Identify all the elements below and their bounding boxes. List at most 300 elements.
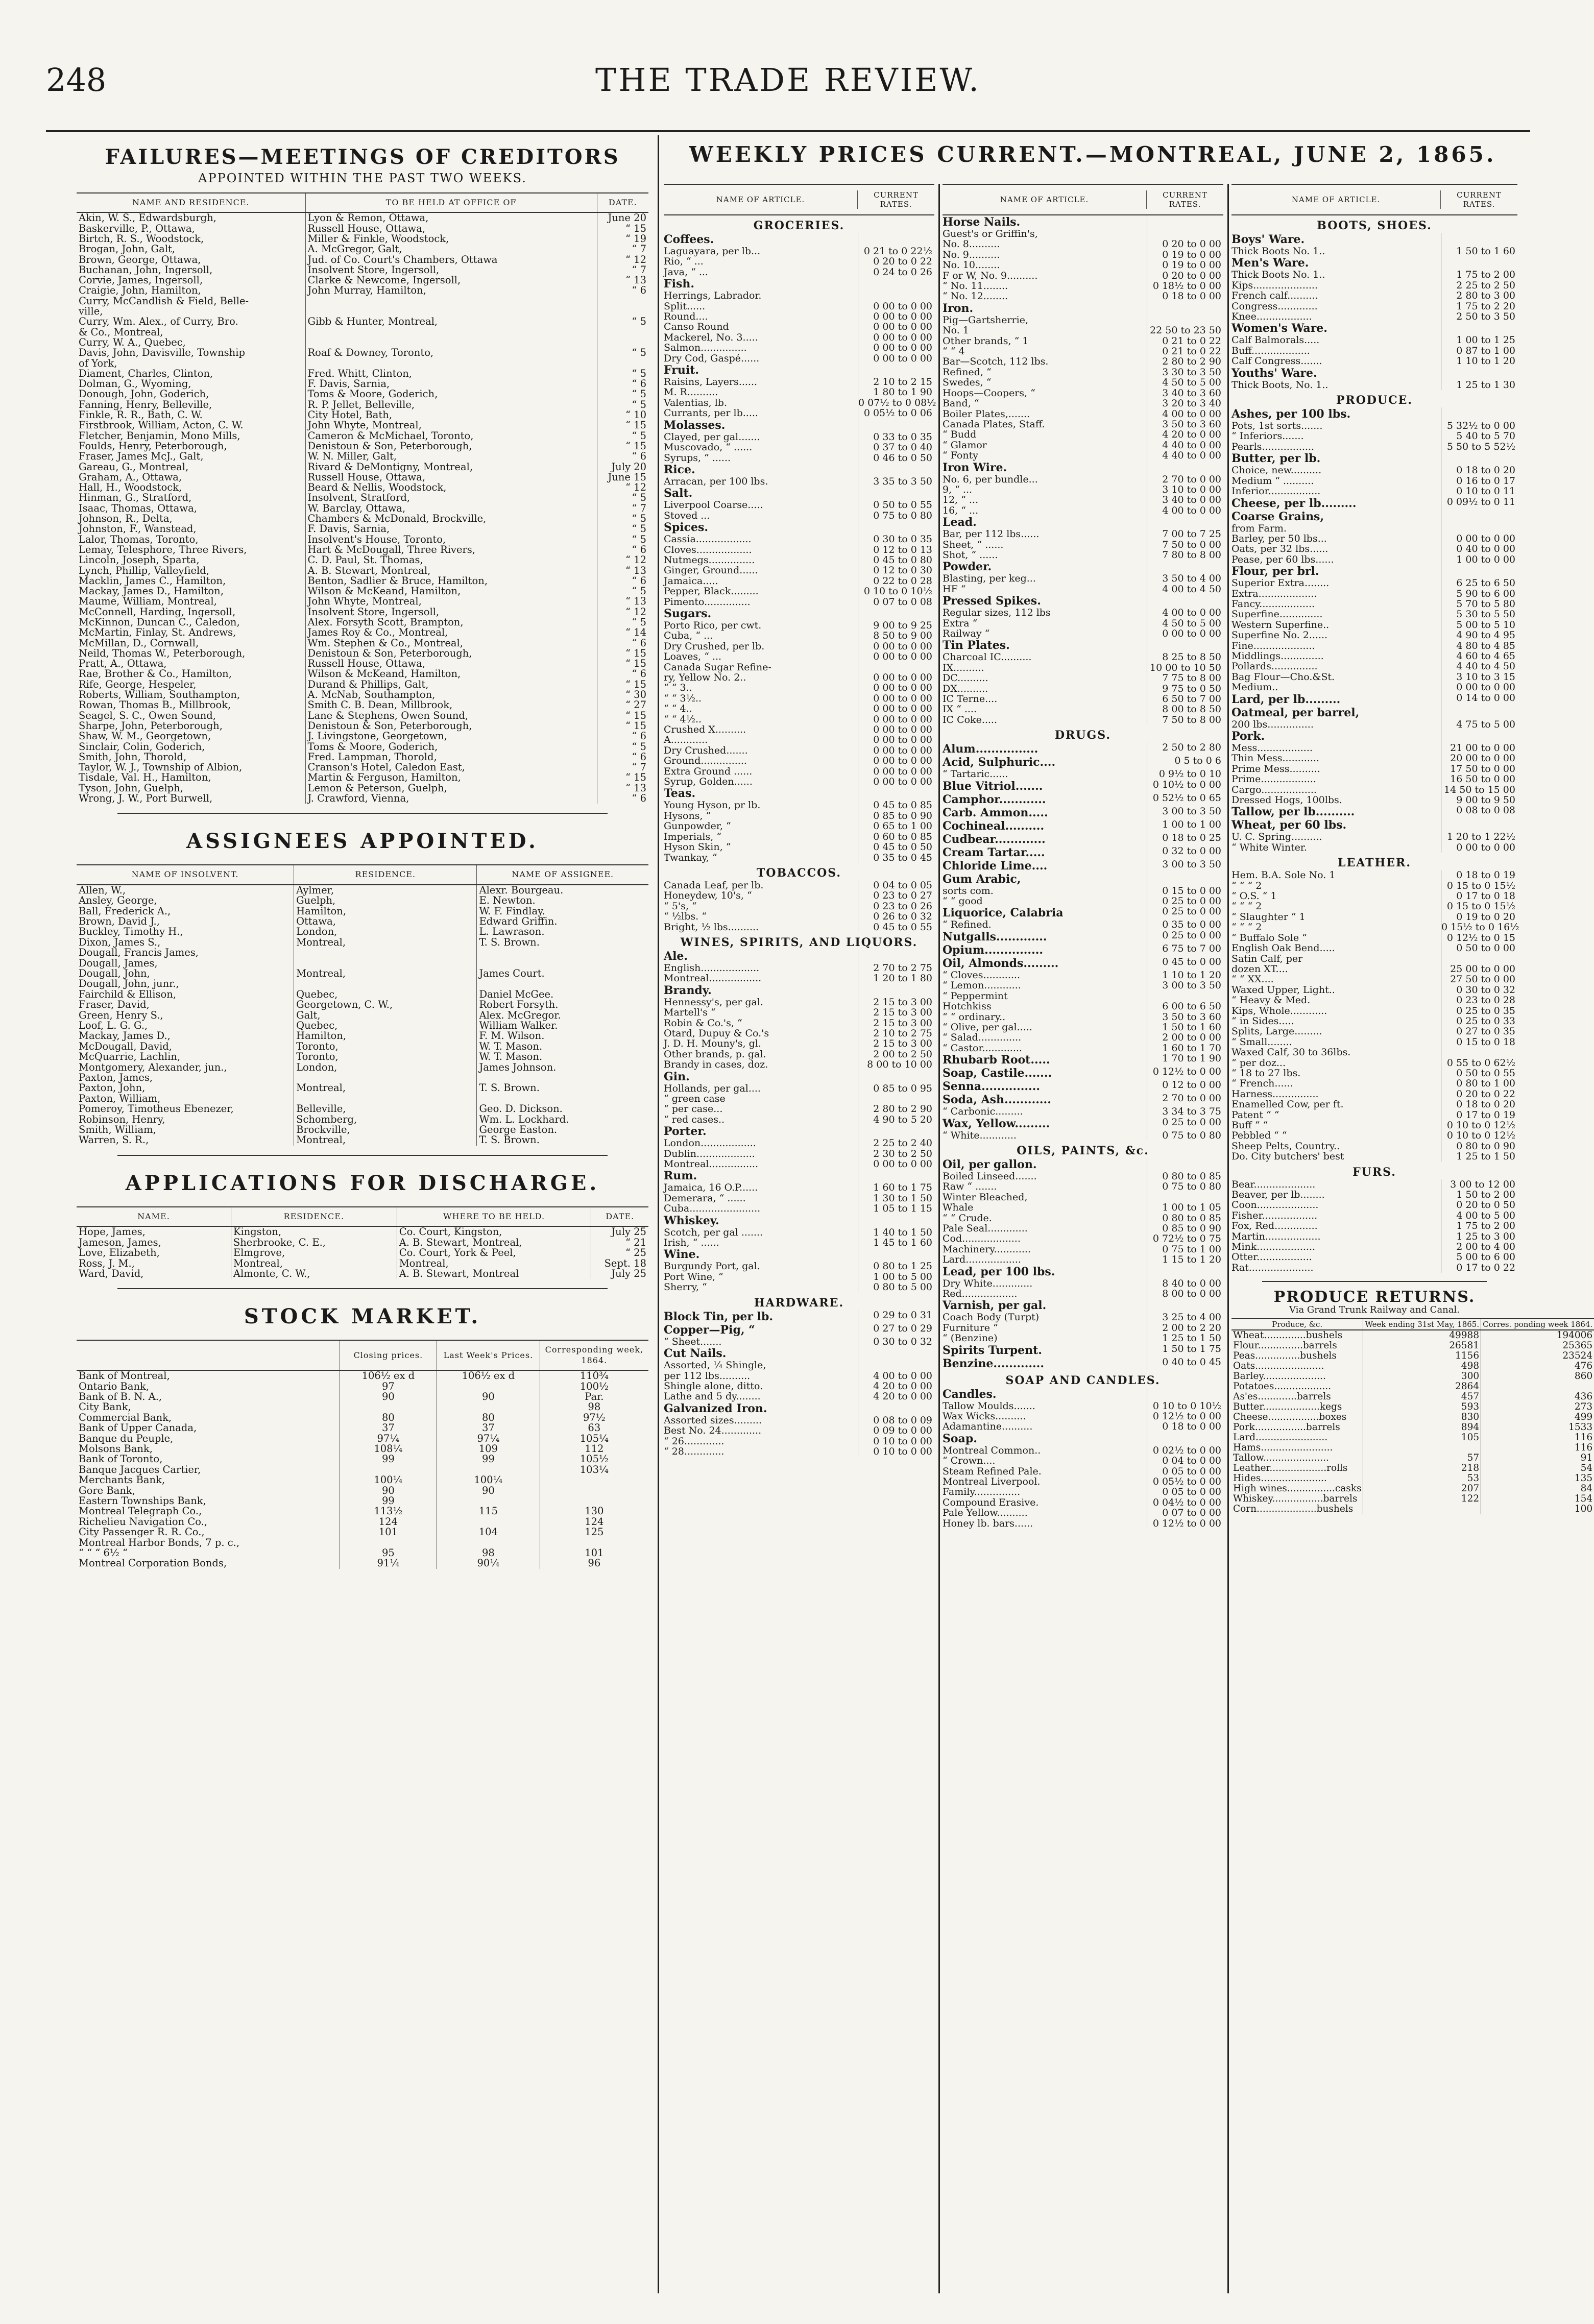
table-cell: Alex. McGregor. — [477, 1010, 648, 1021]
table-cell: 105 — [1363, 1433, 1481, 1443]
category-label: Cream Tartar..... — [943, 845, 1045, 859]
category-label: Copper—Pig, “ — [664, 1323, 755, 1337]
price-row — [664, 565, 934, 575]
article-name: Calf Balmorals..... — [1231, 334, 1320, 346]
table-cell — [340, 1538, 437, 1548]
price-row — [1231, 1089, 1517, 1099]
price-row — [664, 911, 934, 922]
table-cell: “ 6 — [597, 576, 648, 586]
price-rate: 0 09 to 0 00 — [858, 1425, 934, 1436]
table-row — [1231, 1494, 1594, 1504]
table-row — [77, 566, 648, 576]
table-cell: 96 — [540, 1558, 648, 1568]
table-cell — [540, 1496, 648, 1506]
price-row — [943, 1456, 1223, 1466]
price-rate: 0 00 to 0 00 — [858, 322, 934, 332]
article-name: Honey lb. bars...... — [943, 1517, 1033, 1529]
table-cell: Ward, David, — [79, 1267, 144, 1279]
price-rate: 1 25 to 1 30 — [1441, 380, 1517, 390]
price-row — [943, 1265, 1223, 1278]
article-name: “ “ 3½.. — [664, 692, 702, 704]
table-cell: 99 — [340, 1496, 437, 1506]
table-row — [77, 212, 648, 223]
table-cell — [437, 1517, 540, 1527]
article-name: Western Superfine.. — [1231, 619, 1330, 631]
table-cell: George Easton. — [477, 1125, 648, 1135]
table-row — [77, 927, 648, 937]
table-row — [77, 680, 648, 690]
table-row — [1231, 1402, 1594, 1412]
price-row — [943, 474, 1223, 485]
price-row — [943, 560, 1223, 573]
article-name: Boiler Plates,....... — [943, 408, 1030, 420]
article-name: Sheet, “ ...... — [943, 539, 1004, 550]
article-name: Loaves, “ ... — [664, 651, 722, 663]
article-name: Crushed X.......... — [664, 724, 746, 736]
article-name: Sheep Pelts, Country.. — [1231, 1140, 1340, 1152]
table-row — [77, 275, 648, 285]
price-row — [943, 819, 1223, 833]
table-cell: Banque du Peuple, — [79, 1432, 174, 1444]
table-cell: Toms & Moore, Goderich, — [305, 389, 597, 399]
price-row — [664, 364, 934, 377]
price-row — [664, 511, 934, 521]
article-name: “ White............ — [943, 1129, 1017, 1141]
table-cell: Beard & Nellis, Woodstock, — [305, 482, 597, 493]
table-row — [77, 1073, 648, 1083]
article-name: “ (Benzine) — [943, 1333, 998, 1344]
table-cell: Shaw, W. M., Georgetown, — [79, 730, 211, 742]
article-name: Compound Erasive. — [943, 1496, 1039, 1508]
price-rate: 0 40 to 0 45 — [1147, 1357, 1223, 1370]
price-rate — [858, 463, 934, 476]
table-cell: & Co., Montreal, — [79, 326, 163, 338]
price-rate: 0 00 to 0 00 — [1441, 534, 1517, 544]
failures-subtitle: APPOINTED WITHIN THE PAST TWO WEEKS. — [198, 171, 527, 185]
price-row — [943, 780, 1223, 793]
price-row — [943, 302, 1223, 315]
price-rate: 8 50 to 9 00 — [858, 631, 934, 641]
price-row — [1231, 510, 1517, 523]
price-rate: 1 45 to 1 60 — [858, 1238, 934, 1248]
article-name: dozen XT.... — [1231, 963, 1288, 975]
prices-column-1 — [664, 184, 934, 1457]
divider — [117, 813, 608, 814]
table-cell: Dolman, G., Wyoming, — [79, 378, 191, 390]
price-row — [664, 322, 934, 332]
price-row — [1231, 1231, 1517, 1242]
article-name: Currants, per lb..... — [664, 407, 758, 419]
price-row — [664, 984, 934, 997]
price-rate: 5 40 to 5 70 — [1441, 431, 1517, 441]
table-cell: F. Davis, Sarnia, — [305, 524, 597, 534]
price-row — [1231, 912, 1517, 922]
table-cell: June 20 — [597, 212, 648, 223]
table-cell: Paxton, John, — [79, 1082, 146, 1094]
category-label: Chloride Lime.... — [943, 859, 1048, 873]
table-cell: Galt, — [294, 1010, 477, 1021]
table-cell: Montreal Harbor Bonds, 7 p. c., — [79, 1536, 240, 1548]
article-name: Extra Ground ...... — [664, 765, 753, 777]
table-cell: Curry, W. A., Quebec, — [79, 336, 186, 348]
price-rate: 14 50 to 15 00 — [1441, 785, 1517, 795]
price-rate — [858, 1070, 934, 1083]
price-rate: 21 00 to 0 00 — [1441, 743, 1517, 753]
table-cell: 97½ — [540, 1413, 648, 1423]
table-row — [77, 1382, 648, 1392]
table-row — [77, 1062, 648, 1073]
price-row — [943, 250, 1223, 260]
price-rate — [858, 290, 934, 301]
table-cell: Sinclair, Colin, Goderich, — [79, 740, 205, 753]
table-cell: Maume, William, Montreal, — [79, 595, 217, 608]
price-row — [1231, 1200, 1517, 1210]
discharge-table — [77, 1206, 648, 1279]
price-row — [664, 1248, 934, 1261]
article-name: Twankay, “ — [664, 852, 717, 863]
price-row — [664, 1391, 934, 1401]
article-name: Herrings, Labrador. — [664, 290, 762, 302]
table-row — [1231, 1382, 1594, 1392]
table-row — [77, 1423, 648, 1433]
table-cell — [340, 1465, 437, 1475]
price-row — [664, 1094, 934, 1104]
table-cell: Taylor, W. J., Township of Albion, — [79, 761, 243, 773]
article-name: IC Terne.... — [943, 693, 998, 705]
table-row — [77, 234, 648, 244]
table-cell: Gibb & Hunter, Montreal, — [305, 317, 597, 327]
price-rate: 2 50 to 2 80 — [1147, 742, 1223, 756]
table-row — [1231, 1484, 1594, 1494]
article-name: Hem. B.A. Sole No. 1 — [1231, 869, 1336, 881]
price-row — [1231, 1151, 1517, 1161]
article-name: “ White Winter. — [1231, 841, 1307, 853]
price-rate: 0 10½ to 0 00 — [1147, 780, 1223, 793]
table-cell: Russell House, Ottawa, — [305, 659, 597, 669]
table-cell: W. T. Mason. — [477, 1042, 648, 1052]
article-name: “ “ good — [943, 895, 983, 907]
price-rate: 8 00 to 8 50 — [1147, 704, 1223, 714]
price-row — [943, 684, 1223, 694]
table-row — [77, 441, 648, 451]
table-cell: Neild, Thomas W., Peterborough, — [79, 647, 246, 659]
price-row — [943, 769, 1223, 779]
table-cell: “ 13 — [597, 566, 648, 576]
price-rate: 20 00 to 0 00 — [1441, 753, 1517, 763]
price-rate: 0 15 to 0 00 — [1147, 886, 1223, 896]
price-row — [943, 1053, 1223, 1067]
category-label: Porter. — [664, 1125, 707, 1139]
column-divider — [938, 184, 940, 2293]
table-row — [77, 906, 648, 916]
price-row — [943, 529, 1223, 539]
table-cell: Baskerville, P., Ottawa, — [79, 222, 195, 234]
table-cell: 80 — [437, 1413, 540, 1423]
category-label: Cheese, per lb......... — [1231, 496, 1357, 510]
price-row — [943, 1130, 1223, 1141]
price-row — [1231, 246, 1517, 256]
table-cell: 273 — [1481, 1402, 1594, 1412]
price-row — [664, 1238, 934, 1248]
table-row — [77, 379, 648, 389]
price-rate — [1147, 215, 1223, 229]
price-rate: 2 15 to 3 00 — [858, 1018, 934, 1028]
table-row — [77, 1527, 648, 1537]
table-cell: “ 5 — [597, 400, 648, 410]
price-row — [664, 1169, 934, 1182]
article-name: Dry Crushed, per lb. — [664, 640, 765, 652]
section-heading: DRUGS. — [1054, 729, 1112, 742]
price-row — [664, 500, 934, 510]
divider — [117, 1288, 608, 1289]
table-cell: Lane & Stephens, Owen Sound, — [305, 711, 597, 721]
price-rate: 7 50 to 0 00 — [1147, 540, 1223, 550]
price-row — [1231, 476, 1517, 486]
price-rate: 0 10 to 0 10½ — [1147, 1401, 1223, 1411]
price-rate: 0 19 to 0 00 — [1147, 260, 1223, 270]
table-row — [1231, 1361, 1594, 1371]
article-name: “ red cases.. — [664, 1113, 725, 1125]
table-cell — [597, 296, 648, 306]
price-rate: 0 25 to 0 00 — [1147, 1117, 1223, 1130]
table-cell — [437, 1538, 540, 1548]
table-row — [77, 317, 648, 327]
category-label: Sugars. — [664, 607, 712, 620]
price-row — [943, 1043, 1223, 1053]
table-cell: Hams........................ — [1233, 1442, 1333, 1454]
table-cell: 84 — [1481, 1484, 1594, 1494]
table-row — [77, 224, 648, 234]
table-cell: Richelieu Navigation Co., — [79, 1515, 208, 1528]
table-cell — [294, 1073, 477, 1083]
price-row — [943, 1466, 1223, 1476]
table-row — [77, 1558, 648, 1568]
price-row — [943, 1518, 1223, 1529]
price-row — [664, 641, 934, 651]
price-row — [664, 463, 934, 476]
price-row — [664, 1049, 934, 1059]
section-heading: LEATHER. — [1338, 856, 1411, 870]
price-rate — [858, 1347, 934, 1360]
table-cell: “ 5 — [597, 317, 648, 327]
price-rate: 0 00 to 0 00 — [858, 693, 934, 704]
table-cell: “ “ “ 6½ “ — [79, 1547, 128, 1559]
table-cell: Lemon & Peterson, Guelph, — [305, 783, 597, 793]
category-label: Men's Ware. — [1231, 256, 1309, 270]
price-rate: 0 19 to 0 20 — [1441, 912, 1517, 922]
table-cell — [597, 358, 648, 369]
price-rate: 4 00 to 0 00 — [858, 1371, 934, 1381]
price-row — [1231, 693, 1517, 706]
price-rate — [1147, 991, 1223, 1001]
article-name: Best No. 24............. — [664, 1425, 762, 1437]
table-cell: “ 5 — [597, 617, 648, 627]
price-row — [943, 409, 1223, 419]
price-row — [943, 1254, 1223, 1265]
price-row — [1231, 1252, 1517, 1262]
article-name: Extra “ — [943, 617, 978, 629]
table-row — [77, 545, 648, 555]
article-name: Martin.................. — [1231, 1230, 1321, 1242]
table-cell: Dixon, James S., — [79, 936, 161, 948]
table-cell: 116 — [1481, 1433, 1594, 1443]
column-divider — [1227, 184, 1229, 2293]
table-cell: “ 15 — [597, 441, 648, 451]
table-cell: Wilson & McKeand, Hamilton, — [305, 586, 597, 596]
table-row — [77, 265, 648, 275]
article-name: Dressed Hogs, 100lbs. — [1231, 794, 1342, 806]
table-cell: Clarke & Newcome, Ingersoll, — [305, 275, 597, 285]
price-rate: 4 20 to 0 00 — [858, 1391, 934, 1401]
price-rate — [858, 364, 934, 377]
table-row — [77, 1031, 648, 1041]
table-row — [77, 648, 648, 659]
article-name: Laguayara, per lb... — [664, 246, 761, 257]
price-row — [1231, 442, 1517, 452]
article-name: per 112 lbs.......... — [664, 1370, 751, 1382]
price-row — [943, 271, 1223, 281]
table-cell: 476 — [1481, 1361, 1594, 1371]
price-rate: 1 30 to 1 50 — [858, 1193, 934, 1203]
price-row — [1231, 682, 1517, 692]
category-label: Liquorice, Calabria — [943, 906, 1064, 920]
article-name: Montreal Common.. — [943, 1444, 1041, 1456]
price-row — [1231, 497, 1517, 510]
article-name: Inferior................. — [1231, 486, 1321, 497]
table-cell: Hamilton, — [294, 1031, 477, 1041]
price-row — [1231, 486, 1517, 496]
table-cell: Johnston, F., Wanstead, — [79, 523, 197, 535]
article-name: Montreal................ — [664, 1158, 759, 1170]
table-cell: 100 — [1481, 1504, 1594, 1514]
price-rate: 7 50 to 8 00 — [1147, 715, 1223, 725]
table-row — [77, 638, 648, 648]
stock-table — [77, 1340, 648, 1569]
price-rate: 0 17 to 0 18 — [1441, 891, 1517, 901]
category-label: Soda, Ash............ — [943, 1093, 1051, 1107]
table-cell: of York, — [79, 357, 117, 369]
price-rate: 2 25 to 2 40 — [858, 1138, 934, 1148]
price-row — [1231, 322, 1517, 335]
table-cell — [294, 958, 477, 969]
price-rate: 4 00 to 5 00 — [1441, 1211, 1517, 1221]
price-row — [664, 811, 934, 821]
category-label: Rum. — [664, 1169, 697, 1183]
price-rate: 1 50 to 2 00 — [1441, 1190, 1517, 1200]
price-rate: 3 10 to 0 00 — [1147, 485, 1223, 495]
table-cell: 105½ — [540, 1454, 648, 1464]
table-cell — [437, 1465, 540, 1475]
column-divider — [658, 135, 659, 2293]
price-row — [1231, 1078, 1517, 1088]
table-cell: W. Barclay, Ottawa, — [305, 503, 597, 514]
price-rate: 0 12 to 0 13 — [858, 545, 934, 555]
table-cell: Banque Jacques Cartier, — [79, 1463, 201, 1475]
prices-title: WEEKLY PRICES CURRENT.—MONTREAL, JUNE 2, 1865. — [689, 142, 1496, 167]
article-name: Do. City butchers' best — [1231, 1151, 1344, 1163]
table-cell: “ 6 — [597, 545, 648, 555]
table-cell: A. McGregor, Galt, — [305, 244, 597, 254]
price-rate: 4 20 to 0 00 — [1147, 429, 1223, 440]
table-cell: High wines................casks — [1233, 1483, 1362, 1494]
article-name: Liverpool Coarse..... — [664, 499, 763, 511]
table-cell: McMillan, D., Cornwall, — [79, 637, 199, 649]
table-cell: Mackay, James D., Hamilton, — [79, 585, 224, 597]
article-name: Mackerel, No. 3..... — [664, 331, 758, 343]
price-row — [1231, 651, 1517, 661]
price-rate: 4 60 to 4 65 — [1441, 651, 1517, 661]
price-rate: 0 87 to 1 00 — [1441, 346, 1517, 356]
price-row — [664, 1059, 934, 1070]
price-rate — [1441, 322, 1517, 335]
article-name: “ No. 11........ — [943, 280, 1008, 292]
table-cell: “ 6 — [597, 731, 648, 741]
table-cell: 106½ ex d — [437, 1370, 540, 1381]
category-label: Nutgalls............. — [943, 930, 1047, 943]
table-cell: 97 — [340, 1382, 437, 1392]
article-name: English................... — [664, 962, 760, 974]
table-cell: Ansley, George, — [79, 894, 157, 907]
price-row — [1231, 933, 1517, 943]
table-cell: Fraser, David, — [79, 999, 150, 1011]
table-row — [77, 255, 648, 265]
price-rate: 0 18½ to 0 00 — [1147, 281, 1223, 291]
article-name: Dry Crushed....... — [664, 744, 748, 756]
article-name: DX.......... — [943, 683, 988, 694]
price-row — [943, 1012, 1223, 1022]
price-rate: 3 50 to 3 60 — [1147, 419, 1223, 429]
price-row — [664, 353, 934, 364]
table-cell: 95 — [340, 1548, 437, 1558]
price-rate — [1147, 315, 1223, 325]
article-name: Pale Yellow.......... — [943, 1507, 1028, 1519]
table-row — [1231, 1371, 1594, 1382]
table-row — [77, 306, 648, 317]
category-label: Rice. — [664, 463, 695, 476]
table-cell: “ 19 — [597, 234, 648, 244]
price-row — [1231, 630, 1517, 640]
table-row — [1231, 1473, 1594, 1484]
article-name: Scotch, per gal ....... — [664, 1226, 763, 1238]
table-cell: 100½ — [540, 1382, 648, 1392]
price-rate: 0 30 to 0 32 — [1441, 985, 1517, 995]
price-row — [943, 639, 1223, 652]
price-rate: 0 18 to 0 25 — [1147, 833, 1223, 846]
category-label: Salt. — [664, 487, 693, 500]
article-name: Boiled Linseed....... — [943, 1170, 1037, 1182]
price-row — [1231, 641, 1517, 651]
table-cell: Merchants Bank, — [79, 1474, 165, 1486]
table-cell: “ 15 — [597, 772, 648, 783]
price-rate — [1147, 1299, 1223, 1312]
price-row — [664, 555, 934, 565]
table-row — [77, 1444, 648, 1454]
article-name: Stoved ... — [664, 510, 710, 521]
table-cell: 109 — [437, 1444, 540, 1454]
table-cell: Montreal, — [294, 937, 477, 948]
article-name: Other brands, p. gal. — [664, 1048, 766, 1060]
price-rate: 1 50 to 1 60 — [1147, 1022, 1223, 1032]
price-row — [943, 1312, 1223, 1322]
price-row — [1231, 805, 1517, 818]
price-row — [664, 651, 934, 662]
price-row — [943, 694, 1223, 704]
table-row — [77, 451, 648, 462]
category-label: Oil, per gallon. — [943, 1157, 1037, 1171]
table-cell: 124 — [340, 1517, 437, 1527]
table-cell: 90 — [437, 1486, 540, 1496]
price-rate: 9 75 to 0 50 — [1147, 684, 1223, 694]
